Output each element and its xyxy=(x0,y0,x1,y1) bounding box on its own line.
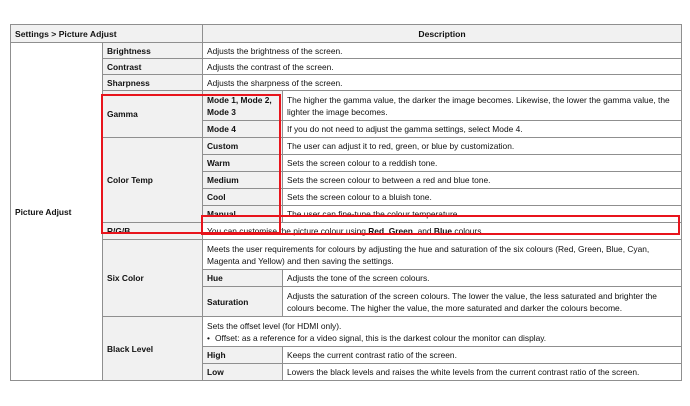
label-manual: Manual xyxy=(203,206,283,223)
desc-sharpness: Adjusts the sharpness of the screen. xyxy=(203,75,682,91)
desc-gamma-mode4: If you do not need to adjust the gamma settings, select Mode 4. xyxy=(283,121,682,138)
label-saturation: Saturation xyxy=(203,287,283,317)
desc-hue: Adjusts the tone of the screen colours. xyxy=(283,270,682,287)
label-custom: Custom xyxy=(203,138,283,155)
label-hue: Hue xyxy=(203,270,283,287)
desc-black-level: Sets the offset level (for HDMI only). • Offset: as a reference for a video signal, this is the darkest colour the monitor can display. xyxy=(203,317,682,347)
description-header: Description xyxy=(203,25,682,43)
rgb-red: Red xyxy=(368,226,385,236)
label-warm: Warm xyxy=(203,155,283,172)
desc-rgb: You can customise the picture colour using Red, Green, and Blue colours. xyxy=(203,223,682,240)
desc-brightness: Adjusts the brightness of the screen. xyxy=(203,43,682,59)
desc-cool: Sets the screen colour to a bluish tone. xyxy=(283,189,682,206)
label-gamma-mode4: Mode 4 xyxy=(203,121,283,138)
label-high: High xyxy=(203,347,283,364)
desc-contrast: Adjusts the contrast of the screen. xyxy=(203,59,682,75)
rgb-blue: Blue xyxy=(433,226,453,236)
label-contrast: Contrast xyxy=(103,59,203,75)
label-black-level: Black Level xyxy=(103,317,203,381)
breadcrumb: Settings > Picture Adjust xyxy=(11,25,203,43)
label-rgb: R/G/B xyxy=(103,223,203,240)
label-medium: Medium xyxy=(203,172,283,189)
desc-medium: Sets the screen colour to between a red and blue tone. xyxy=(283,172,682,189)
label-brightness: Brightness xyxy=(103,43,203,59)
label-gamma: Gamma xyxy=(103,91,203,138)
rgb-green: Green xyxy=(388,226,413,236)
desc-high: Keeps the current contrast ratio of the screen. xyxy=(283,347,682,364)
label-cool: Cool xyxy=(203,189,283,206)
desc-warm: Sets the screen colour to a reddish tone. xyxy=(283,155,682,172)
label-six-color: Six Color xyxy=(103,240,203,317)
section-picture-adjust: Picture Adjust xyxy=(11,43,103,381)
desc-gamma-mode123: The higher the gamma value, the darker the image becomes. Likewise, the lower the gamma value, the lighter the image becomes. xyxy=(283,91,682,121)
label-low: Low xyxy=(203,364,283,381)
desc-manual: The user can fine-tune the colour temperature. xyxy=(283,206,682,223)
label-color-temp: Color Temp xyxy=(103,138,203,223)
desc-saturation: Adjusts the saturation of the screen colours. The lower the value, the less saturated and brighter the colours become. The higher the value, the more saturated and darker the colours become. xyxy=(283,287,682,317)
desc-six-color: Meets the user requirements for colours by adjusting the hue and saturation of the six colours (Red, Green, Blue, Cyan, Magenta and Yellow) and then saving the settings. xyxy=(203,240,682,270)
bullet-icon: • xyxy=(207,332,210,343)
label-sharpness: Sharpness xyxy=(103,75,203,91)
picture-adjust-table xyxy=(10,24,682,381)
desc-low: Lowers the black levels and raises the white levels from the current contrast ratio of the screen. xyxy=(283,364,682,381)
label-gamma-mode123: Mode 1, Mode 2, Mode 3 xyxy=(203,91,283,121)
desc-custom: The user can adjust it to red, green, or blue by customization. xyxy=(283,138,682,155)
